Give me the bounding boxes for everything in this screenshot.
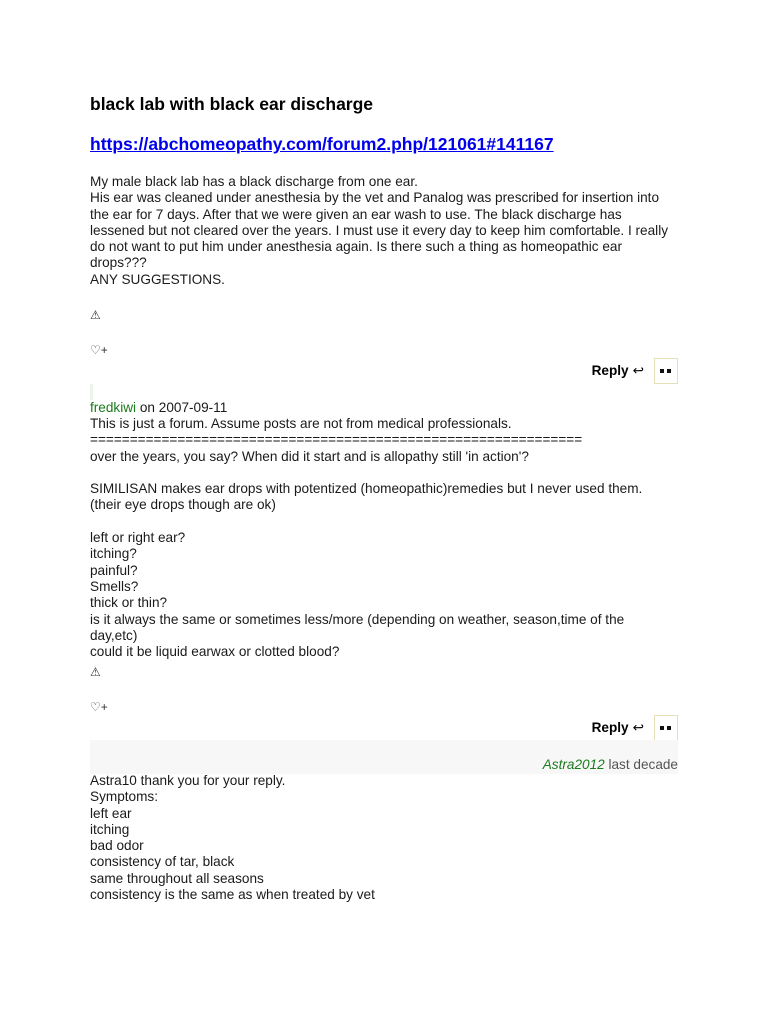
- thread-url-link[interactable]: https://abchomeopathy.com/forum2.php/121061#141167: [90, 134, 554, 154]
- post-line: left or right ear?: [90, 530, 186, 546]
- reply-button[interactable]: [592, 362, 644, 380]
- like-heart-icon[interactable]: ♡+: [90, 700, 108, 714]
- reply-label: Reply: [591, 720, 629, 735]
- post-line: ANY SUGGESTIONS.: [90, 271, 225, 287]
- post-line: same throughout all seasons: [90, 870, 264, 886]
- post-line: thick or thin?: [90, 595, 168, 611]
- post-line: This is just a forum. Assume posts are not from medical professionals.: [90, 416, 512, 431]
- post-line: is it always the same or sometimes less/more (depending on weather, season,time of the: [90, 611, 625, 627]
- post-line: consistency of tar, black: [90, 854, 235, 870]
- report-warning-icon[interactable]: ⚠: [90, 308, 101, 322]
- post-line: day,etc): [90, 627, 138, 643]
- post-line: His ear was cleaned under anesthesia by the vet and Panalog was prescribed for insertion into: [90, 190, 660, 206]
- post-line: left ear: [90, 805, 132, 821]
- more-dot-icon: [660, 369, 664, 373]
- like-heart-icon[interactable]: ♡+: [90, 343, 108, 357]
- post-line: itching?: [90, 546, 137, 562]
- post-line: do not want to put him under anesthesia again. Is there such a thing as homeopathic ear: [90, 239, 623, 255]
- post-line: Smells?: [90, 578, 139, 594]
- post-line: itching: [90, 821, 130, 837]
- more-options-button[interactable]: [654, 715, 678, 741]
- report-warning-icon[interactable]: ⚠: [90, 665, 101, 679]
- post-line: lessened but not cleared over the years. I must use it every day to keep him comfortable. I really: [90, 222, 669, 238]
- post-line: (their eye drops though are ok): [90, 497, 276, 513]
- post-time-ago: last decade: [608, 757, 678, 772]
- reply-indent-bar: [90, 384, 93, 400]
- post-line: painful?: [90, 562, 138, 578]
- post-line: Symptoms:: [90, 789, 158, 805]
- post-line: Astra10 thank you for your reply.: [90, 773, 286, 788]
- original-post-body: [90, 174, 678, 288]
- reply-post-body: [90, 416, 678, 660]
- post-line: could it be liquid earwax or clotted blood?: [90, 644, 340, 660]
- thread-title: black lab with black ear discharge: [90, 94, 374, 114]
- post-line: [90, 514, 678, 530]
- more-dot-icon: [667, 369, 671, 373]
- date-prefix: on: [139, 400, 155, 415]
- post-date: 2007-09-11: [158, 400, 228, 415]
- reply-post-body: [90, 773, 678, 903]
- more-dot-icon: [660, 726, 664, 730]
- reply-arrow-icon: ↩: [632, 720, 644, 735]
- post-line: ==============================================================: [90, 432, 583, 448]
- reply-label: Reply: [591, 363, 629, 378]
- more-options-button[interactable]: [654, 358, 678, 384]
- post-line: over the years, you say? When did it start and is allopathy still 'in action'?: [90, 448, 529, 464]
- post-line: the ear for 7 days. After that we were given an ear wash to use. The black discharge has: [90, 206, 622, 222]
- post-line: bad odor: [90, 838, 144, 854]
- reply-button[interactable]: [592, 719, 644, 737]
- post-actions: [90, 715, 678, 741]
- reply-header: [90, 740, 678, 774]
- author-name[interactable]: Astra2012: [542, 757, 605, 772]
- post-line: consistency is the same as when treated by vet: [90, 887, 375, 903]
- post-line: My male black lab has a black discharge from one ear.: [90, 174, 418, 189]
- post-line: drops???: [90, 255, 147, 271]
- reply-arrow-icon: ↩: [632, 363, 644, 378]
- author-name[interactable]: fredkiwi: [90, 400, 137, 415]
- more-dot-icon: [667, 726, 671, 730]
- post-actions: [90, 358, 678, 384]
- post-line: [90, 465, 678, 481]
- post-line: SIMILISAN makes ear drops with potentized (homeopathic)remedies but I never used them.: [90, 481, 643, 497]
- post-meta: [90, 400, 227, 416]
